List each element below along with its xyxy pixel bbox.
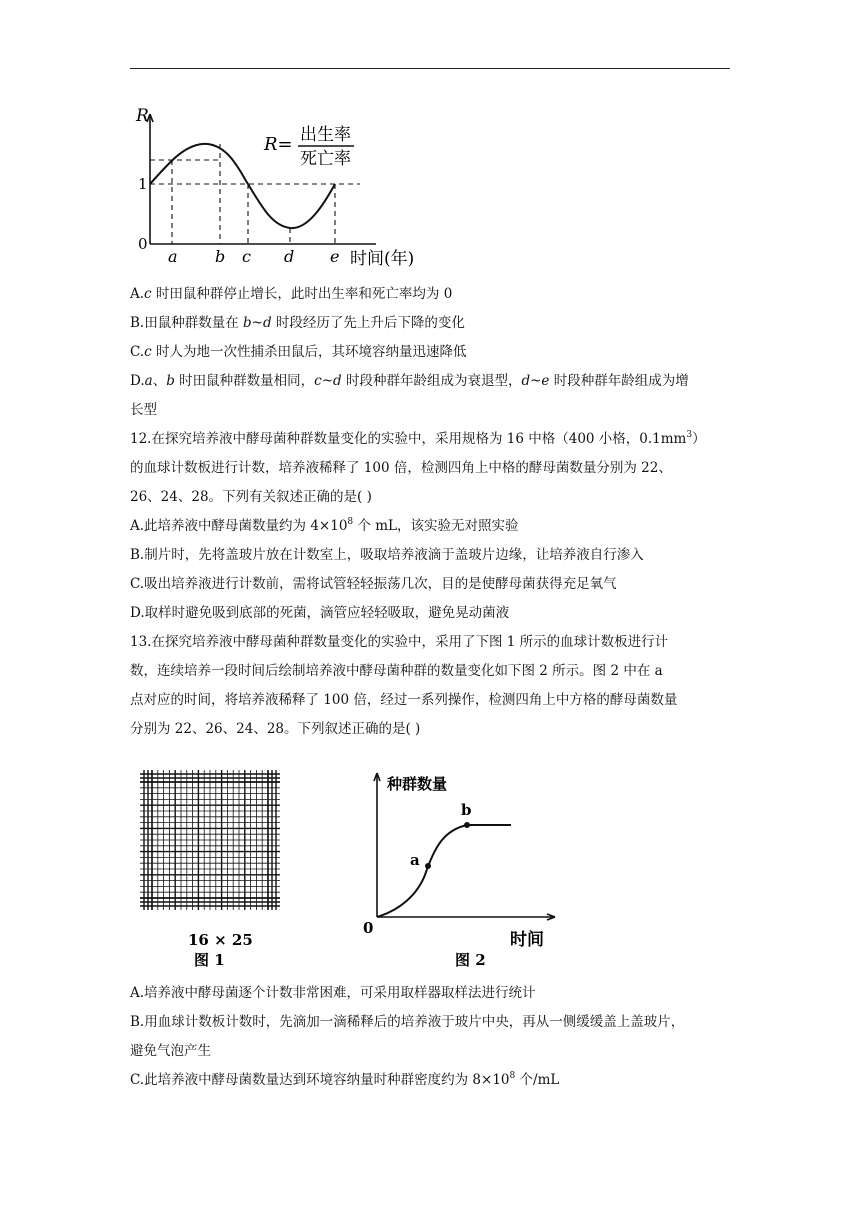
q13-stem-line2: 数，连续培养一段时间后绘制培养液中酵母菌种群的数量变化如下图 2 所示。图 2 中在 a <box>130 663 663 679</box>
formula-denominator: 死亡率 <box>300 149 351 169</box>
hemocytometer-grid-figure <box>130 760 290 975</box>
q13-option-b: B.用血球计数板计数时，先滴加一滴稀释后的培养液于玻片中央，再从一侧缓缓盖上盖玻片， <box>130 1014 685 1030</box>
q13-option-b-cont: 避免气泡产生 <box>130 1043 211 1059</box>
x-label-d: d <box>284 247 295 266</box>
q12-option-d: D.取样时避免吸到底部的死菌，滴管应轻轻吸取，避免晃动菌液 <box>130 605 510 621</box>
fig2-x-label: 时间 <box>510 930 544 950</box>
point-b <box>464 822 470 828</box>
formula-numerator: 出生率 <box>300 125 351 145</box>
header-rule <box>130 68 730 69</box>
fig2-y-label: 种群数量 <box>387 775 448 793</box>
q13-stem-line4: 分别为 22、26、24、28。下列叙述正确的是( ) <box>130 721 421 737</box>
point-a <box>425 863 431 869</box>
q11-option-c: C.c 时人为地一次性捕杀田鼠后，其环境容纳量迅速降低 <box>130 344 467 360</box>
x-axis-label: 时间(年) <box>350 249 415 269</box>
population-growth-figure <box>355 765 565 975</box>
x-label-b: b <box>215 247 226 266</box>
figure-2-caption: 图 2 <box>455 951 486 969</box>
x-label-c: c <box>242 247 251 266</box>
tick-1: 1 <box>138 175 148 193</box>
y-axis-label: R <box>136 106 149 126</box>
q12-option-b: B.制片时，先将盖玻片放在计数室上，吸取培养液滴于盖玻片边缘，让培养液自行渗入 <box>130 547 644 563</box>
fig2-label-b: b <box>461 801 472 819</box>
q13-option-a: A.培养液中酵母菌逐个计数非常困难，可采用取样器取样法进行统计 <box>130 985 536 1001</box>
q13-stem-line3: 点对应的时间，将培养液稀释了 100 倍，经过一系列操作，检测四角上中方格的酵母菌数量 <box>130 692 678 708</box>
formula-lhs: R= <box>264 134 293 155</box>
q12-stem-line3: 26、24、28。下列有关叙述正确的是( ) <box>130 489 372 505</box>
q11-option-b: B.田鼠种群数量在 b~d 时段经历了先上升后下降的变化 <box>130 315 465 331</box>
q13-option-c: C.此培养液中酵母菌数量达到环境容纳量时种群密度约为 $8\times 10^8$ 个/mL <box>130 1071 560 1088</box>
q12-option-a: A.此培养液中酵母菌数量约为 $4\times 10^8$ 个 mL，该实验无对照实验 <box>130 517 519 534</box>
grid-spec-label: 16 × 25 <box>188 931 253 949</box>
figure-1-caption: 图 1 <box>194 951 225 969</box>
q13-stem-line1: 13.在探究培养液中酵母菌种群数量变化的实验中，采用了下图 1 所示的血球计数板进行计 <box>130 634 669 650</box>
s-curve <box>377 825 511 917</box>
q11-option-a: A.c 时田鼠种群停止增长，此时出生率和死亡率均为 0 <box>130 286 453 302</box>
tick-0: 0 <box>138 235 148 253</box>
x-label-a: a <box>168 247 178 266</box>
fig2-origin: 0 <box>363 919 374 937</box>
r-ratio-graph <box>128 104 428 274</box>
q12-stem-line2: 的血球计数板进行计数，培养液稀释了 100 倍，检测四角上中格的酵母菌数量分别为 22、 <box>130 460 672 476</box>
q12-stem-line1: 12.在探究培养液中酵母菌种群数量变化的实验中，采用规格为 16 中格（400 小格，$0.1mm^3$） <box>130 430 706 447</box>
x-label-e: e <box>330 247 340 266</box>
q11-option-d-cont: 长型 <box>130 402 157 418</box>
q11-option-d: D.a、b 时田鼠种群数量相同，c~d 时段种群年龄组成为衰退型，d~e 时段种群年龄组成为增 <box>130 373 689 389</box>
q12-option-c: C.吸出培养液进行计数前，需将试管轻轻振荡几次，目的是使酵母菌获得充足氧气 <box>130 576 617 592</box>
fig2-label-a: a <box>410 851 420 869</box>
